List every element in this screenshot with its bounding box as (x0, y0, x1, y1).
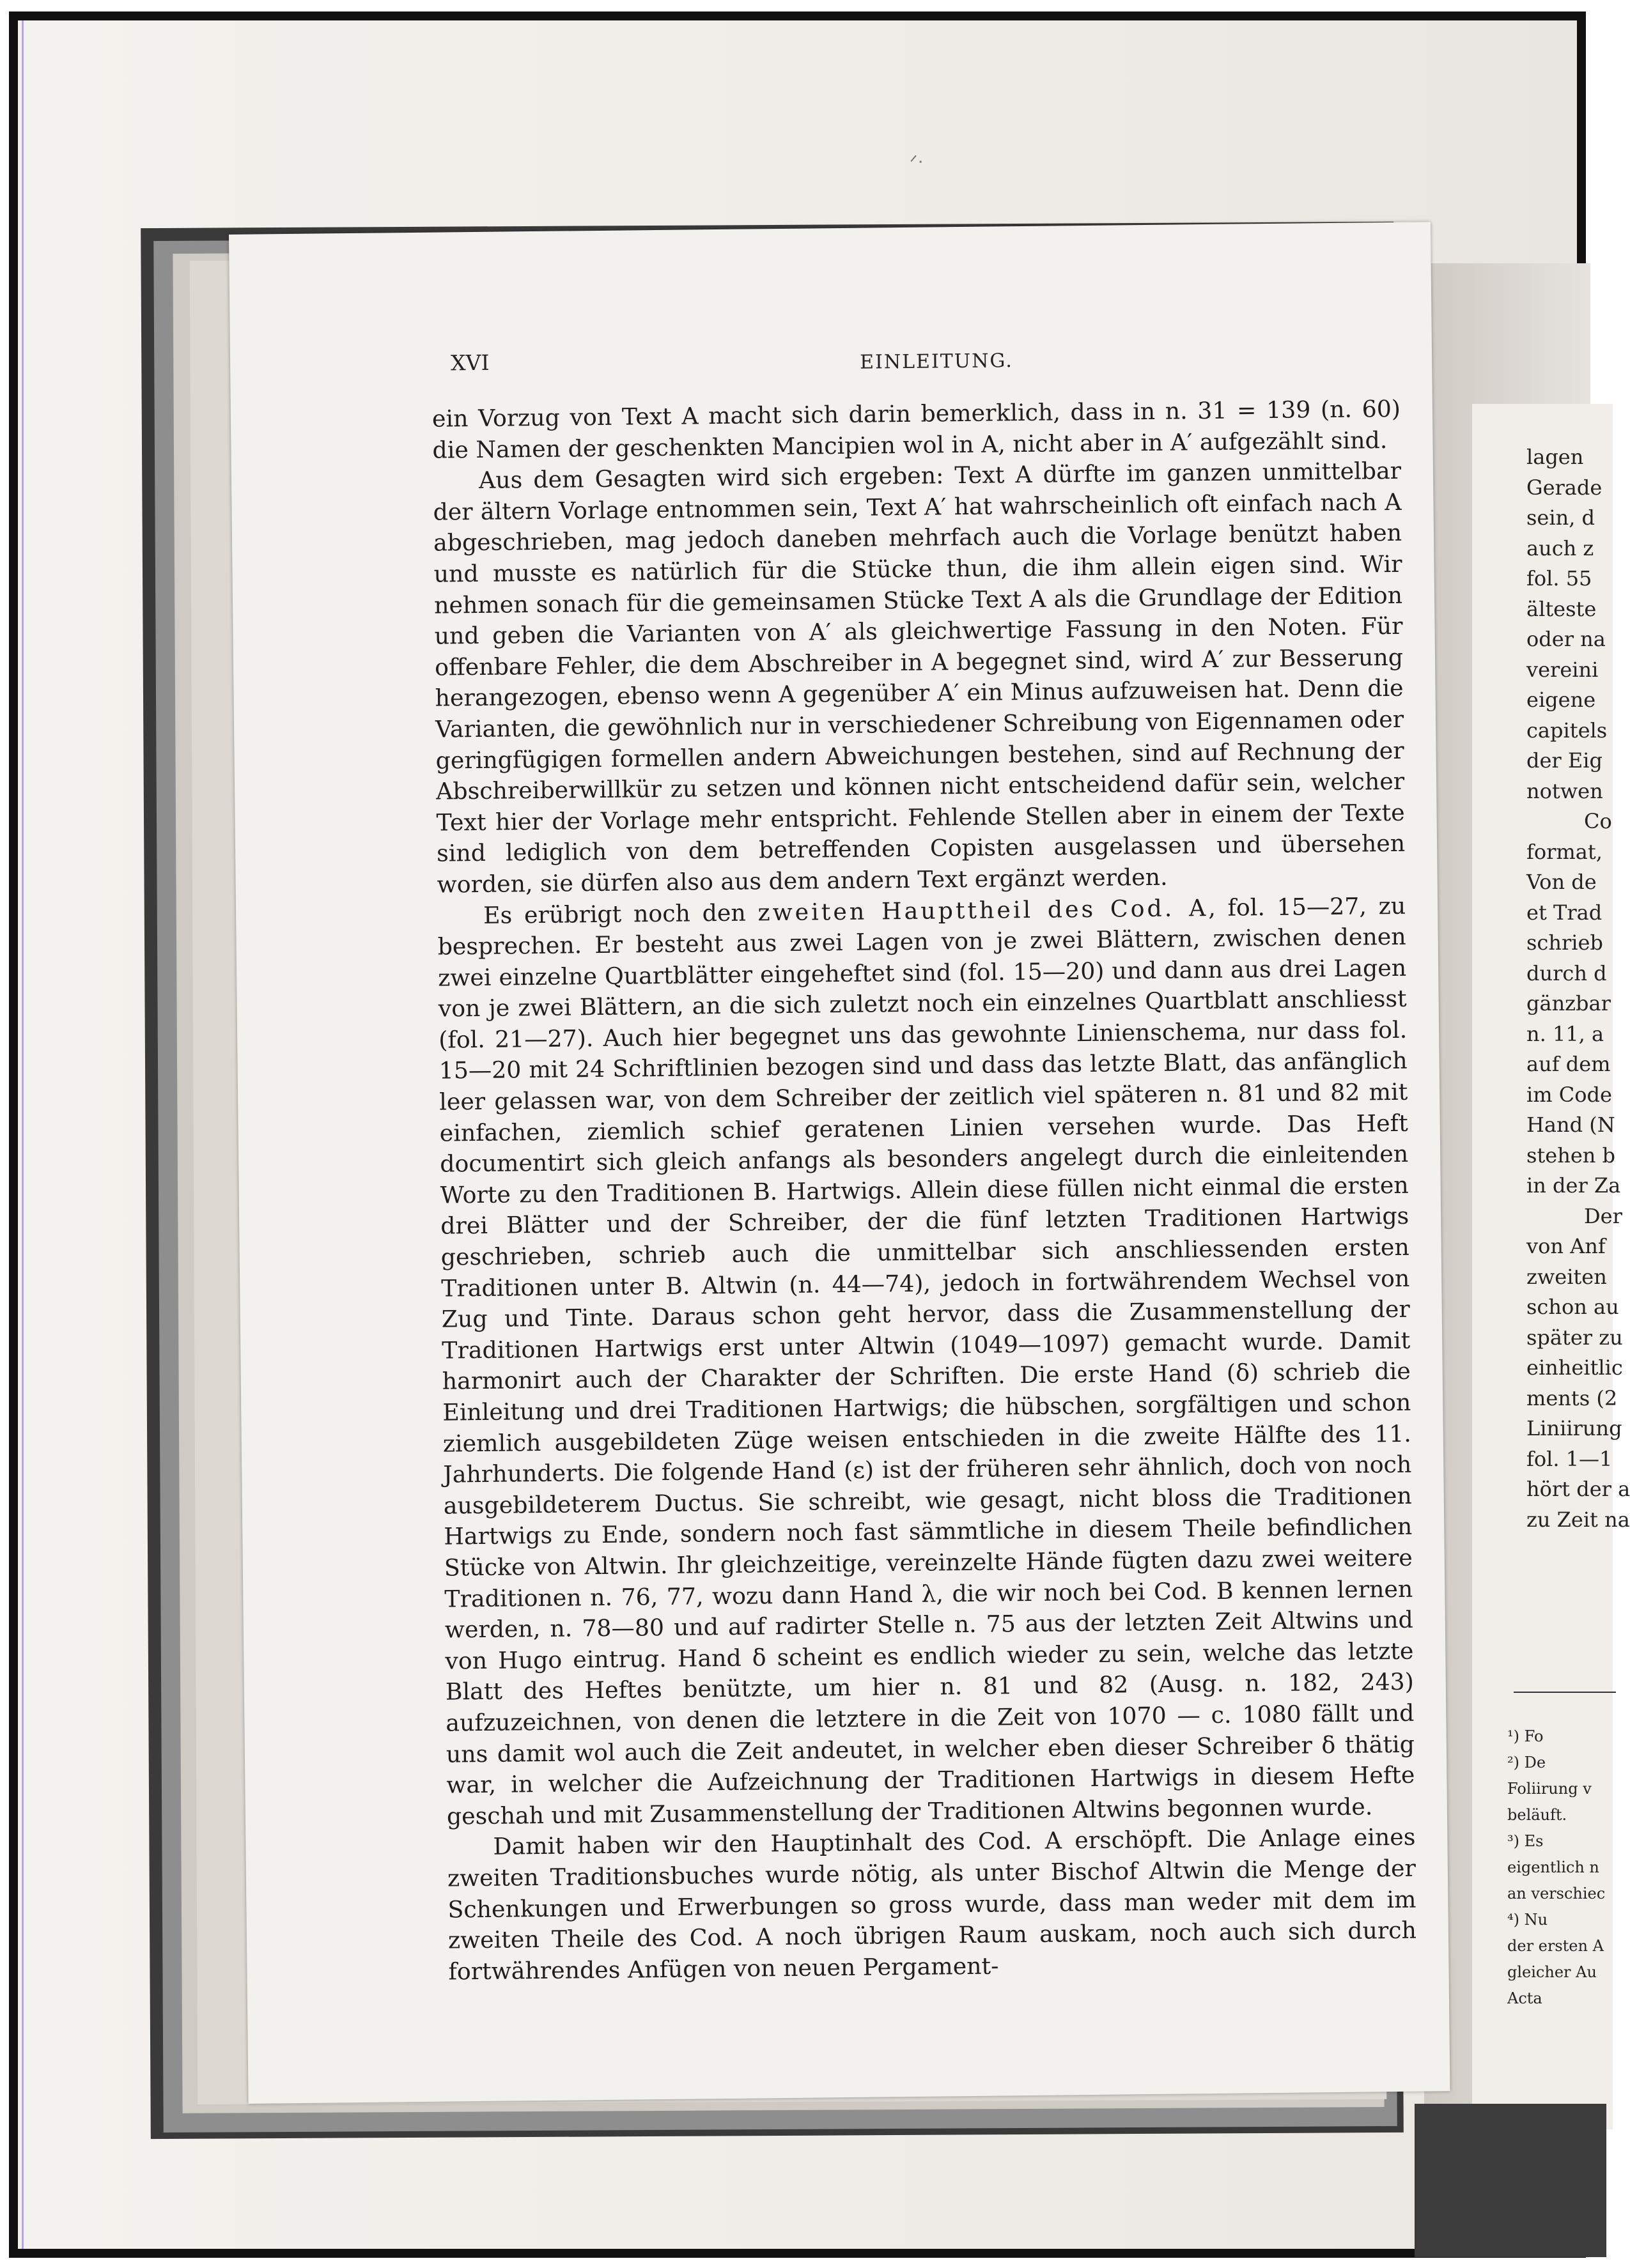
right-page-footnotes (1507, 1724, 1616, 2012)
footnote-line: Foliirung v (1507, 1780, 1592, 1798)
right-dark-corner (1415, 2104, 1606, 2257)
right-line: hört der a (1526, 1477, 1630, 1501)
right-line: lagen (1526, 445, 1584, 469)
footnote-line: ¹) Fo (1507, 1727, 1544, 1745)
paragraph: ein Vorzug von Text A macht sich darin bemerklich, dass in n. 31 = 139 (n. 60) die Namen der geschenkten Mancipien wol in A, nicht aber in A′ aufgezählt sind. (431, 394, 1401, 464)
footnote-line: der ersten A (1507, 1937, 1604, 1955)
footnote-rule (1514, 1692, 1616, 1693)
right-line: schon au (1526, 1295, 1619, 1319)
right-line: eigene (1526, 688, 1596, 712)
spaced-emphasis: zweiten Haupttheil des Cod. A (757, 893, 1209, 926)
footnote-line: eigentlich n (1507, 1858, 1599, 1876)
paragraph (437, 890, 1415, 1832)
right-line: Liniirung (1526, 1416, 1622, 1440)
running-title: EINLEITUNG. (859, 350, 1013, 374)
paragraph: Damit haben wir den Hauptinhalt des Cod. A erschöpft. Die Anlage eines zweiten Traditionsbuches wurde nötig, als unter Bischof Altwin die Menge der Schenkungen und Erwerbungen so gross wurde, dass man weder mit dem im zweiten Theile des Cod. A noch übrigen Raum auskam, noch auch sich durch fortwährendes Anfügen von neuen Pergament- (447, 1823, 1417, 1986)
page-header (450, 340, 1429, 376)
footnote-line: an verschiec (1507, 1885, 1606, 1902)
right-line: später zu (1526, 1325, 1623, 1350)
page-number: XVI (450, 350, 490, 376)
right-line: fol. 1—1 (1526, 1446, 1613, 1471)
scan-frame (9, 12, 1630, 2258)
right-line: Gerade (1526, 475, 1603, 500)
right-line: sein, d (1526, 505, 1595, 530)
right-line: Der (1584, 1203, 1622, 1228)
body-text (432, 394, 1417, 1987)
right-line: format, (1526, 839, 1603, 864)
footnote-line: ³) Es (1507, 1832, 1544, 1850)
right-line: capitels (1526, 718, 1608, 743)
right-line: stehen b (1526, 1143, 1616, 1168)
right-line: Hand (N (1526, 1113, 1615, 1137)
right-line: Von de (1526, 870, 1597, 894)
right-line: der Eig (1526, 748, 1603, 773)
right-line: oder na (1526, 627, 1606, 651)
footnote-line: beläuft. (1507, 1806, 1567, 1824)
paragraph-rest: , fol. 15—27, zu besprechen. Er besteht aus zwei Lagen von je zwei Blättern, zwischen denen zwei einzelne Quartblätter eingeheftet sind (fol. 15—20) und dann aus drei Lagen von je zwei Blättern, an die sich zuletzt noch ein einzelnes Quartblatt anschliesst (fol. 21—27). Auch hier begegnet uns das gewohnte Linienschema, nur dass fol. 15—20 mit 24 Schriftlinien bezogen sind und dass das letzte Blatt, das anfänglich leer gelassen war, von dem Schreiber der zeitlich viel späteren n. 81 und 82 mit einfachen, ziemlich schief geratenen Linien versehen wurde. Das Heft documentirt sich gleich anfangs als besonders angelegt durch die einleitenden Worte zu den Traditionen B. Hartwigs. Allein diese füllen nicht einmal die ersten drei Blätter und der Schreiber, der die fünf letzten Traditionen Hartwigs geschrieben, schrieb auch die unmittelbar sich anschliessenden ersten Traditionen unter B. Altwin (n. 44—74), jedoch in fortwährendem Wechsel von Zug und Tinte. Daraus schon geht hervor, dass die Zusammenstellung der Traditionen Hartwigs erst unter Altwin (1049—1097) gemacht wurde. Damit harmonirt auch der Charakter der Schriften. Die erste Hand (δ) schrieb die Einleitung und drei Traditionen Hartwigs; die hübschen, sorgfältigen und schon ziemlich ausgebildeten Züge weisen entschieden in die zweite Hälfte des 11. Jahrhunderts. Die folgende Hand (ε) ist der früheren sehr ähnlich, doch von noch ausgebildeterem Ductus. Sie schreibt, wie gesagt, nicht bloss die Traditionen Hartwigs zu Ende, sondern noch fast sämmtliche in diesem Theile befindlichen Stücke von Altwin. Ihr gleichzeitige, vereinzelte Hände fügten dazu zwei weitere Traditionen n. 76, 77, wozu dann Hand λ, die wir noch bei Cod. B kennen lernen werden, n. 78—80 und auf radirter Stelle n. 75 aus der letzten Zeit Altwins und von Hugo eintrug. Hand δ scheint es endlich wieder zu sein, welche das letzte Blatt des Heftes benützte, um hier n. 81 und 82 (Ausg. n. 182, 243) aufzuzeichnen, von denen die letztere in die Zeit von 1070 — c. 1080 fällt und uns damit wol auch die Zeit andeutet, in welcher eben dieser Schreiber δ thätig war, in welcher die Aufzeichnung der Traditionen Hartwigs in diesem Hefte geschah und mit Zusammenstellung der Traditionen Altwins begonnen wurde. (437, 891, 1415, 1830)
right-line: Co (1584, 809, 1612, 833)
right-line: et Trad (1526, 900, 1603, 925)
right-page-text (1526, 442, 1630, 1535)
right-line: auf dem (1526, 1052, 1611, 1076)
footnote-line: ²) De (1507, 1754, 1546, 1771)
paragraph: Aus dem Gesagten wird sich ergeben: Text A dürfte im ganzen unmittelbar der ältern Vorlage entnommen sein, Text A′ hat wahrscheinlich oft einfach nach A abgeschrieben, mag jedoch daneben mehrfach auch die Vorlage benützt haben und musste es natürlich für die Stücke thun, die ihm allein eigen sind. Wir nehmen sonach für die gemeinsamen Stücke Text A als die Grundlage der Edition und geben die Varianten von A′ als gleichwertige Fassung in den Noten. Für offenbare Fehler, die dem Abschreiber in A begegnet sind, wird A′ zur Besserung herangezogen, ebenso wenn A gegenüber A′ ein Minus aufzuweisen hat. Denn die Varianten, die gewöhnlich nur in verschiedener Schreibung von Eigennamen oder geringfügigen formellen andern Abweichungen bestehen, sind auf Rechnung der Abschreiberwillkür zu setzen und können nicht entscheidend dafür sein, welcher Text hier der Vorlage mehr entspricht. Fehlende Stellen aber in einem der Texte sind lediglich von dem betreffenden Copisten ausgelassen und übersehen worden, sie dürfen also aus dem andern Text ergänzt werden. (433, 457, 1406, 899)
footnote-line: Acta (1507, 1989, 1542, 2007)
right-line: notwen (1526, 778, 1603, 803)
right-line: zu Zeit na (1526, 1507, 1630, 1532)
right-line: einheitlic (1526, 1355, 1623, 1380)
top-mark: ᐟᐧ (910, 151, 923, 174)
right-line: im Code (1526, 1082, 1612, 1107)
scan-edge-line (22, 20, 24, 2249)
footnote-line: gleicher Au (1507, 1963, 1597, 1981)
right-line: n. 11, a (1526, 1021, 1604, 1046)
footnote-line: ⁴) Nu (1507, 1911, 1548, 1929)
right-line: von Anf (1526, 1234, 1606, 1258)
main-page (229, 222, 1450, 2104)
right-line: auch z (1526, 536, 1594, 560)
right-line: fol. 55 (1526, 566, 1592, 590)
paragraph-lead: Es erübrigt noch den (483, 898, 758, 929)
right-line: durch d (1526, 960, 1607, 985)
right-line: vereini (1526, 657, 1599, 682)
right-line: ments (2 (1526, 1385, 1618, 1410)
right-line: gänzbar (1526, 991, 1611, 1015)
right-line: älteste (1526, 596, 1597, 621)
right-line: zweiten (1526, 1264, 1607, 1289)
right-line: in der Za (1526, 1173, 1621, 1198)
right-line: schrieb (1526, 930, 1603, 955)
